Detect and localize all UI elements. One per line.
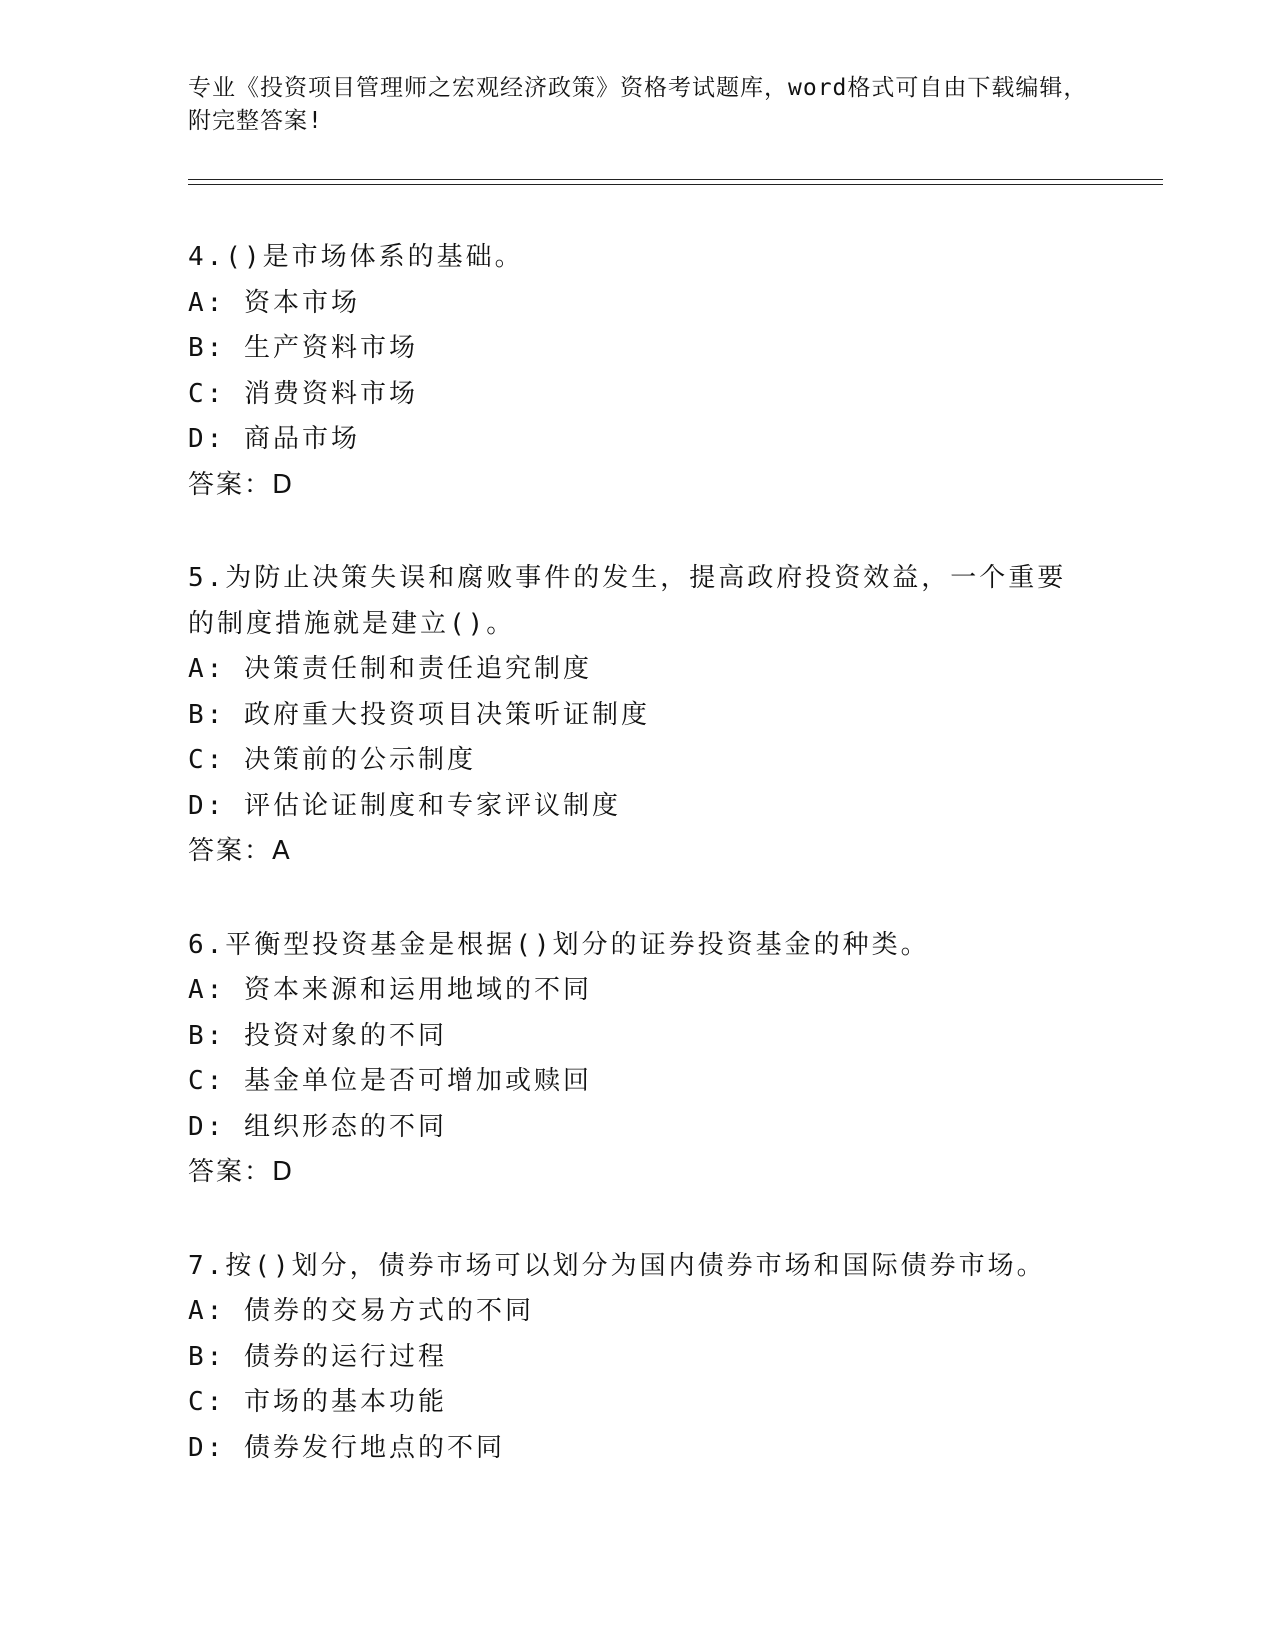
question-6 (188, 923, 1088, 1196)
option-d: D: 债券发行地点的不同 (188, 1432, 505, 1463)
option-c: C: 基金单位是否可增加或赎回 (188, 1066, 592, 1096)
option-c: C: 市场的基本功能 (188, 1387, 447, 1417)
header-rule-bottom (188, 184, 1163, 185)
option-d: D: 组织形态的不同 (188, 1111, 447, 1142)
answer: 答案：D (188, 469, 295, 500)
question-stem: 6.平衡型投资基金是根据()划分的证券投资基金的种类。 (188, 929, 930, 960)
question-5 (188, 556, 1088, 875)
question-stem: 4.()是市场体系的基础。 (188, 242, 524, 272)
answer: 答案：A (188, 836, 292, 866)
question-stem: 5.为防止决策失误和腐败事件的发生，提高政府投资效益，一个重要的制度措施就是建立()。 (188, 563, 1067, 639)
question-7 (188, 1244, 1088, 1472)
option-c: C: 消费资料市场 (188, 378, 418, 409)
question-stem: 7.按()划分，债券市场可以划分为国内债券市场和国际债券市场。 (188, 1250, 1046, 1281)
option-d: D: 评估论证制度和专家评议制度 (188, 790, 621, 821)
header-rule-top (188, 179, 1163, 180)
option-b: B: 政府重大投资项目决策听证制度 (188, 699, 650, 730)
answer: 答案：D (188, 1157, 295, 1187)
option-b: B: 债券的运行过程 (188, 1341, 447, 1372)
document-header: 专业《投资项目管理师之宏观经济政策》资格考试题库，word格式可自由下载编辑，附完整答案! (188, 75, 1088, 134)
option-a: A: 资本来源和运用地域的不同 (188, 975, 592, 1005)
option-b: B: 生产资料市场 (188, 333, 418, 363)
option-b: B: 投资对象的不同 (188, 1020, 447, 1051)
question-list (188, 235, 1088, 1519)
option-a: A: 债券的交易方式的不同 (188, 1296, 534, 1326)
option-a: A: 决策责任制和责任追究制度 (188, 654, 592, 684)
option-d: D: 商品市场 (188, 424, 360, 454)
question-4 (188, 235, 1088, 508)
option-c: C: 决策前的公示制度 (188, 745, 476, 775)
option-a: A: 资本市场 (188, 287, 360, 318)
